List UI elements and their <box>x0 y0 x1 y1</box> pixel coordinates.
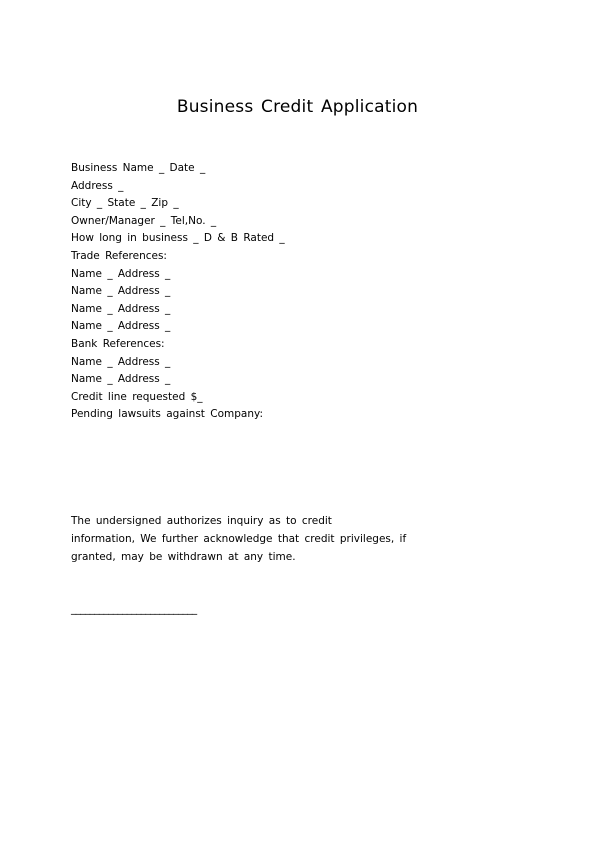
section-bank-references: Bank References: <box>71 337 165 350</box>
field-trade-reference-3: Name _ Address _ <box>71 302 171 315</box>
section-trade-references: Trade References: <box>71 249 167 262</box>
field-address: Address _ <box>71 179 124 192</box>
field-owner-tel: Owner/Manager _ Tel,No. _ <box>71 214 217 227</box>
field-business-name-date: Business Name _ Date _ <box>71 162 206 174</box>
field-trade-reference-2: Name _ Address _ <box>71 285 171 298</box>
form-fields <box>71 160 285 424</box>
field-bank-reference-1: Name _ Address _ <box>71 355 171 368</box>
statement-line: information, We further acknowledge that credit privileges, if <box>71 533 407 545</box>
field-bank-reference-2: Name _ Address _ <box>71 373 171 386</box>
field-business-duration-rating: How long in business _ D & B Rated _ <box>71 232 285 245</box>
statement-line: The undersigned authorizes inquiry as to credit <box>71 515 332 527</box>
field-trade-reference-1: Name _ Address _ <box>71 267 171 280</box>
statement-line: granted, may be withdrawn at any time. <box>71 551 296 563</box>
field-pending-lawsuits: Pending lawsuits against Company: <box>71 408 263 421</box>
field-trade-reference-4: Name _ Address _ <box>71 320 171 333</box>
field-credit-line: Credit line requested $_ <box>71 390 203 403</box>
document-title: Business Credit Application <box>176 97 419 117</box>
authorization-statement <box>71 512 531 566</box>
signature-line: ___________________________ <box>71 603 197 615</box>
field-city-state-zip: City _ State _ Zip _ <box>71 197 179 210</box>
